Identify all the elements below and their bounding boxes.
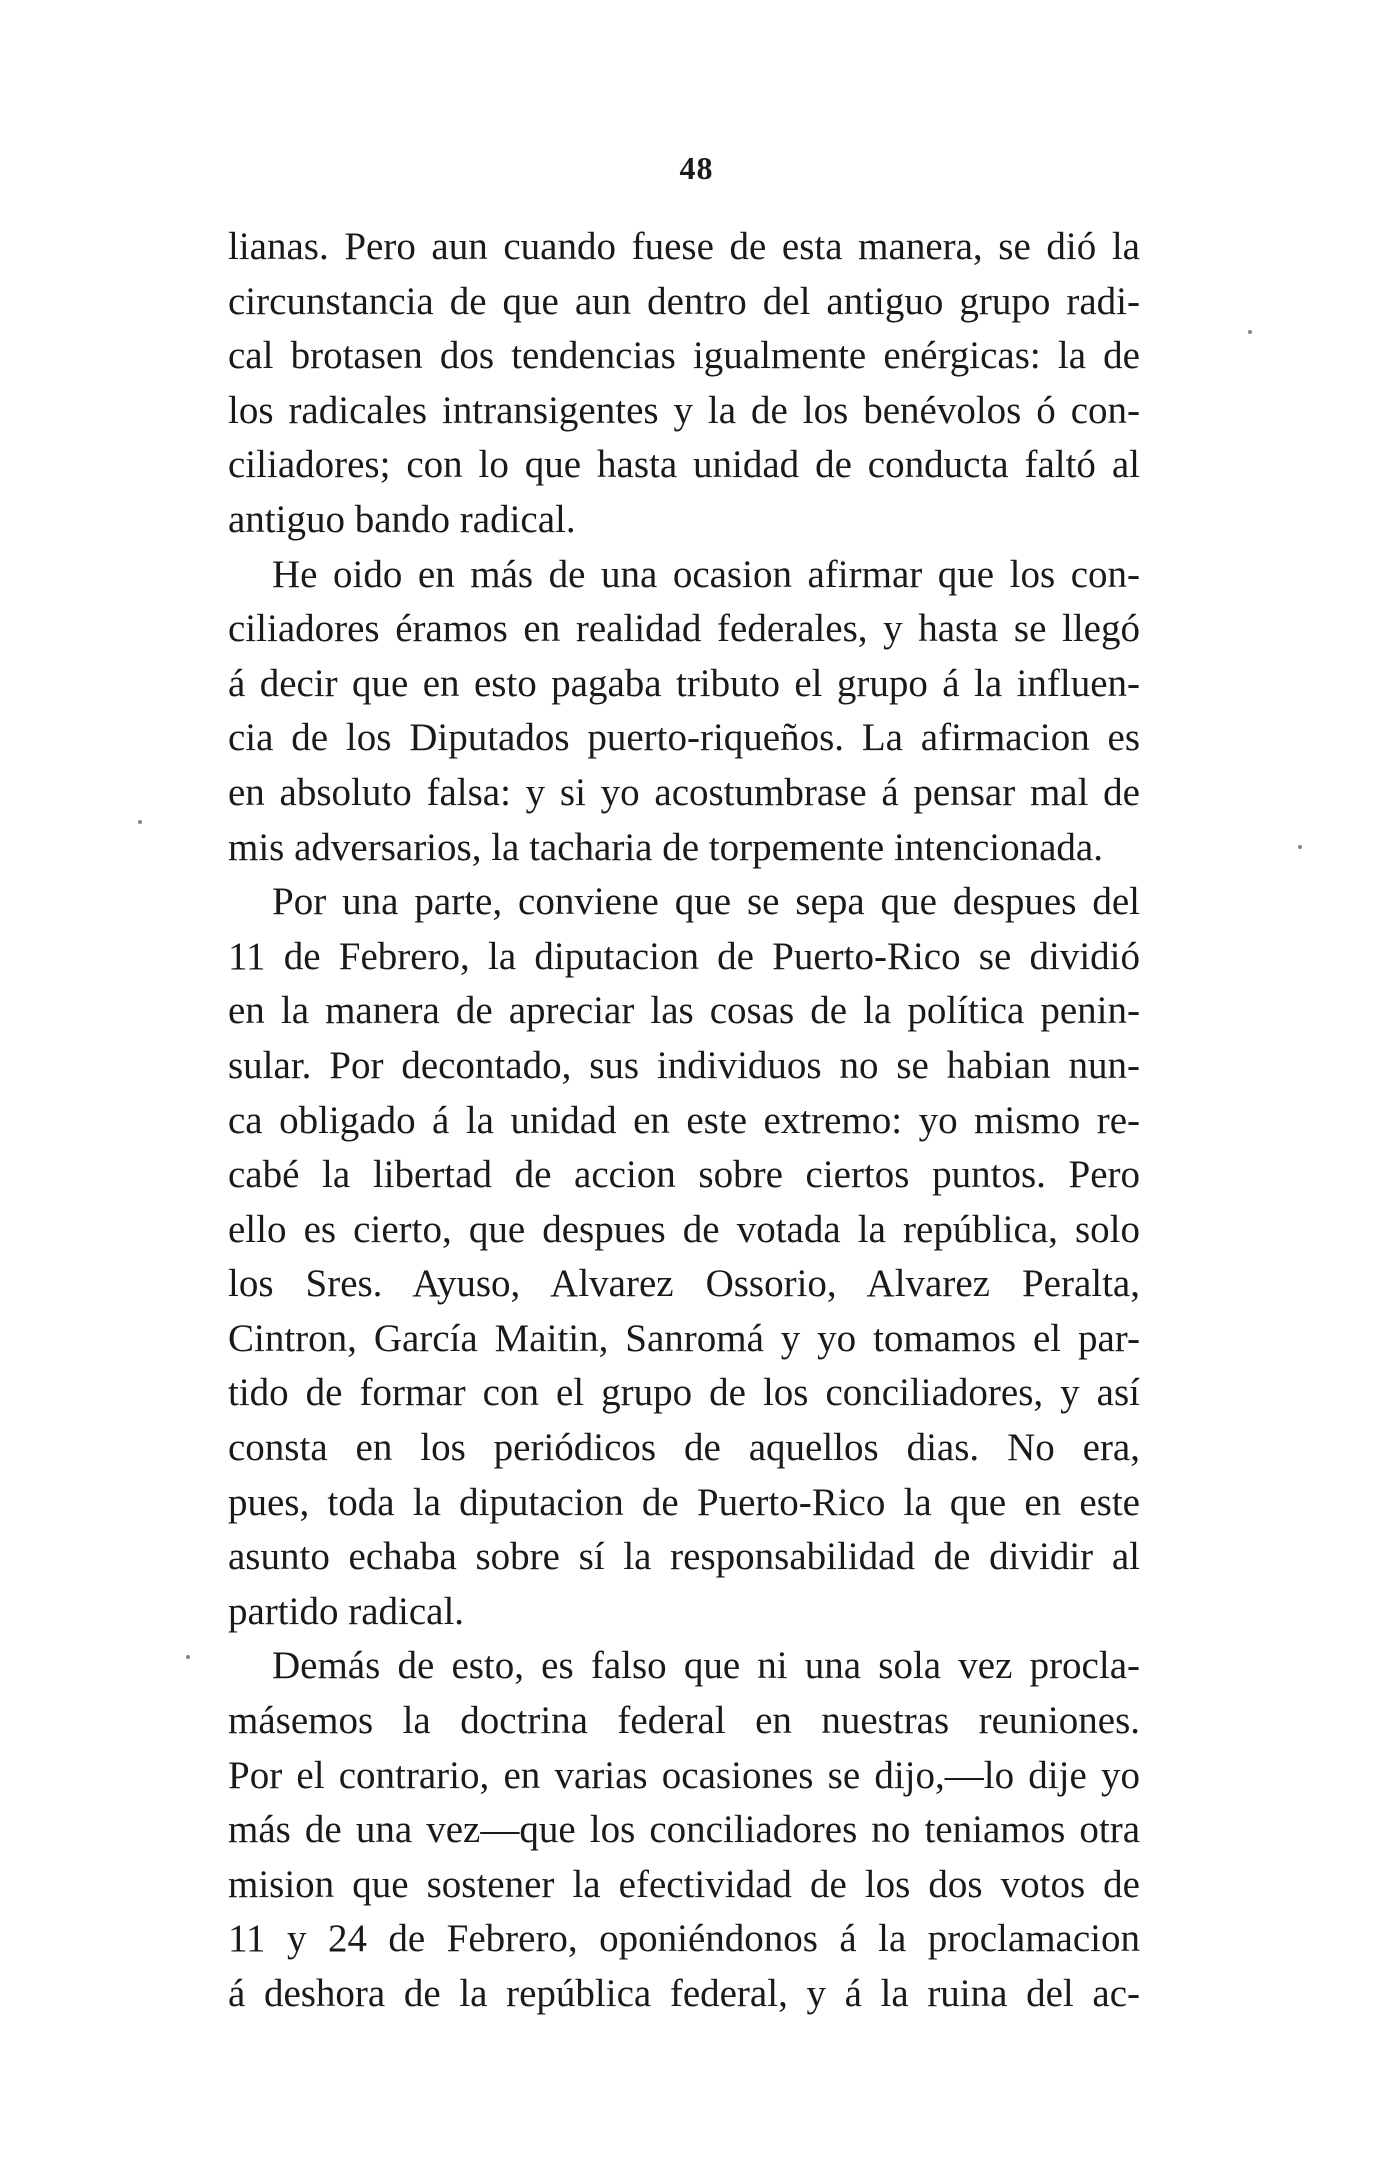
text-line: pues, toda la diputacion de Puerto-Rico la que en este [228, 1480, 1140, 1524]
text-line: cal brotasen dos tendencias igualmente enérgicas: la de [228, 334, 1140, 378]
print-speck [1298, 845, 1302, 849]
text-line: Demás de esto, es falso que ni una sola vez procla- [272, 1644, 1140, 1688]
page-number: 48 [679, 150, 714, 186]
text-line: mis adversarios, la tacharia de torpemente intencionada. [228, 825, 1103, 869]
print-speck [186, 1655, 190, 1659]
text-line: mision que sostener la efectividad de los dos votos de [228, 1862, 1140, 1906]
text-line: másemos la doctrina federal en nuestras reuniones. [228, 1699, 1140, 1743]
body-text [228, 220, 1140, 2022]
text-line: á decir que en esto pagaba tributo el grupo á la influen- [228, 661, 1140, 705]
text-line: Por el contrario, en varias ocasiones se dijo,—lo dije yo [228, 1753, 1140, 1797]
text-line: Cintron, García Maitin, Sanromá y yo tomamos el par- [228, 1316, 1140, 1360]
text-line: á deshora de la república federal, y á la ruina del ac- [228, 1972, 1140, 2015]
text-line: consta en los periódicos de aquellos dias. No era, [228, 1426, 1140, 1470]
text-line: en absoluto falsa: y si yo acostumbrase á pensar mal de [228, 770, 1140, 814]
text-line: ca obligado á la unidad en este extremo: yo mismo re- [228, 1098, 1140, 1142]
text-line: Por una parte, conviene que se sepa que despues del [272, 880, 1140, 924]
print-speck [138, 820, 142, 824]
text-line: más de una vez—que los conciliadores no teniamos otra [228, 1808, 1140, 1852]
text-line: 11 de Febrero, la diputacion de Puerto-Rico se dividió [228, 934, 1140, 978]
text-line: circunstancia de que aun dentro del antiguo grupo radi- [228, 279, 1140, 323]
text-line: asunto echaba sobre sí la responsabilidad de dividir al [228, 1535, 1140, 1579]
text-line: ello es cierto, que despues de votada la república, solo [228, 1207, 1140, 1251]
text-line: antiguo bando radical. [228, 497, 576, 541]
text-line: los Sres. Ayuso, Alvarez Ossorio, Alvarez Peralta, [228, 1262, 1140, 1306]
text-line: partido radical. [228, 1589, 465, 1633]
text-line: cabé la libertad de accion sobre ciertos puntos. Pero [228, 1153, 1140, 1197]
text-line: 11 y 24 de Febrero, oponiéndonos á la proclamacion [228, 1917, 1140, 1961]
text-line: sular. Por decontado, sus individuos no se habian nun- [228, 1043, 1140, 1087]
text-line: en la manera de apreciar las cosas de la política penin- [228, 989, 1140, 1033]
text-line: tido de formar con el grupo de los conciliadores, y así [228, 1371, 1140, 1415]
print-speck [1248, 330, 1252, 334]
text-line: ciliadores; con lo que hasta unidad de conducta faltó al [228, 443, 1140, 487]
text-line: lianas. Pero aun cuando fuese de esta manera, se dió la [228, 225, 1140, 268]
text-line: los radicales intransigentes y la de los benévolos ó con- [228, 388, 1140, 432]
text-line: ciliadores éramos en realidad federales, y hasta se llegó [228, 607, 1140, 651]
text-line: He oido en más de una ocasion afirmar que los con- [272, 552, 1140, 596]
text-line: cia de los Diputados puerto-riqueños. La afirmacion es [228, 716, 1140, 760]
